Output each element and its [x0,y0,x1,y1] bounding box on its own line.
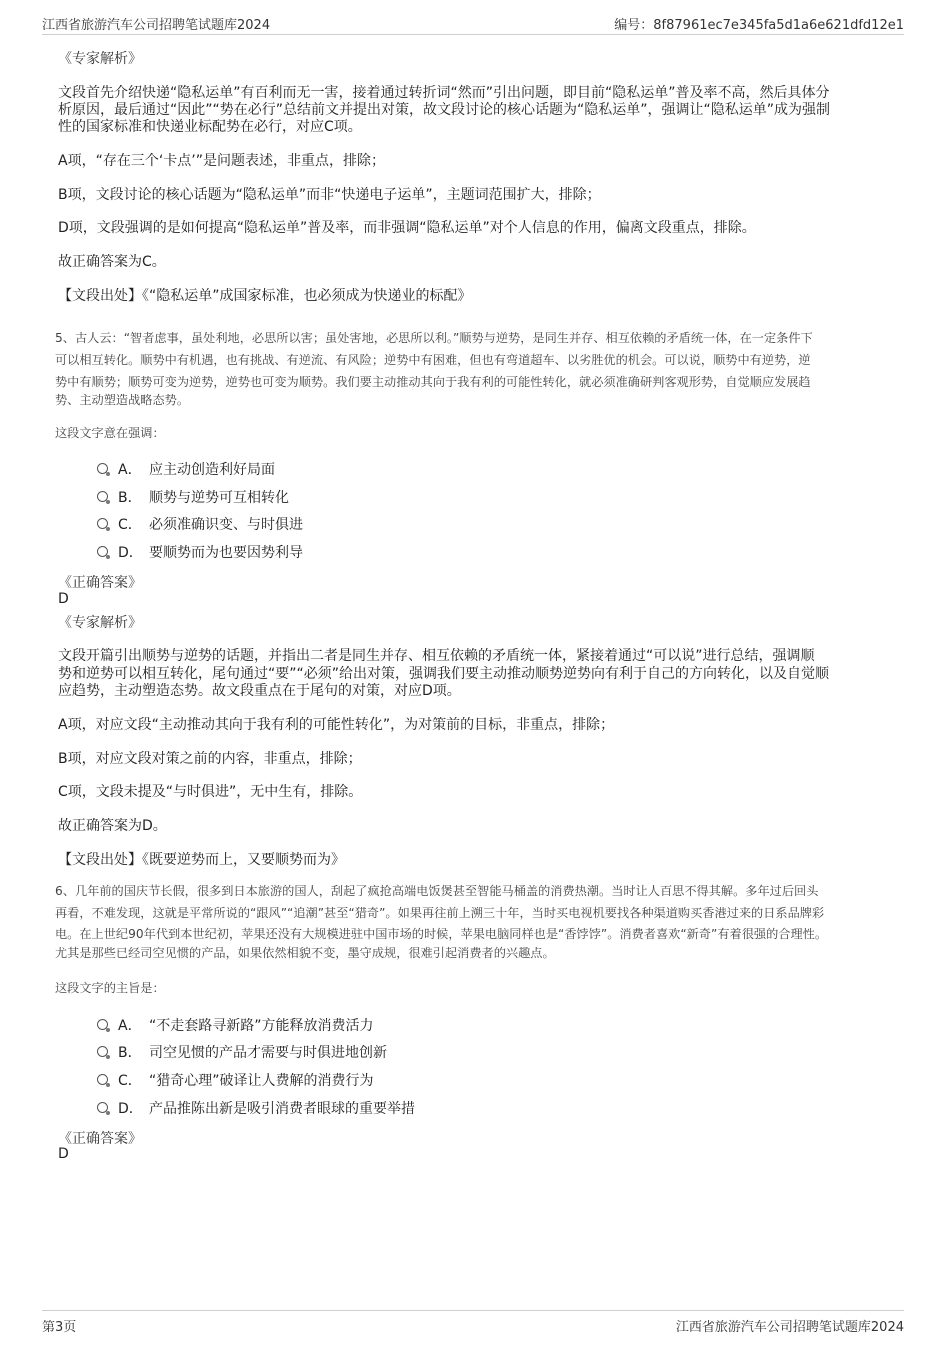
q5-passage-line-3: 势中有顺势；顺势可变为逆势，逆势也可变为顺势。我们要主动推动其向于我有利的可能性转化，就必须准确研判客观形势，自觉顺应发展趋 [55,375,811,389]
q6-stem: 这段文字的主旨是： [55,981,165,995]
option-text: 应主动创造利好局面 [149,462,275,478]
q4-option-b-note: B项，文段讨论的核心话题为“隐私运单”而非“快递电子运单”，主题词范围扩大，排除； [58,187,601,203]
correct-answer-label: 《正确答案》 [58,575,142,591]
radio-icon[interactable] [97,518,108,529]
option-text: 司空见惯的产品才需要与时俱进地创新 [149,1045,387,1061]
correct-answer-label: 《正确答案》 [58,1131,142,1147]
q6-passage-line-4: 尤其是那些已经司空见惯的产品，如果依然相貌不变，墨守成规，很难引起消费者的兴趣点。 [55,946,555,960]
option-text: “不走套路寻新路”方能释放消费活力 [149,1018,374,1034]
q5-analysis-line-2: 势和逆势可以相互转化，尾句通过“要”“必须”给出对策，强调我们要主动推动顺势逆势向有利于自己的方向转化，以及自觉顺 [58,666,830,682]
option-letter: C． [118,517,142,533]
expert-analysis-label: 《专家解析》 [58,51,142,67]
radio-icon[interactable] [97,546,108,557]
radio-icon[interactable] [97,1074,108,1085]
q6-passage-line-1: 6、几年前的国庆节长假，很多到日本旅游的国人，刮起了疯抢高端电饭煲甚至智能马桶盖的消费热潮。当时让人百思不得其解。多年过后回头 [55,884,819,898]
option-letter: D． [118,545,143,561]
option-letter: D． [118,1101,143,1117]
q4-analysis-line-1: 文段首先介绍快递“隐私运单”有百利而无一害，接着通过转折词“然而”引出问题，即目前“隐私运单”普及率不高，然后具体分 [58,85,830,101]
q5-source: 【文段出处】《既要逆势而上，又要顺势而为》 [58,852,345,868]
q5-correct-answer: D [58,591,69,607]
expert-analysis-label: 《专家解析》 [58,615,142,631]
option-letter: B． [118,1045,142,1061]
option-text: 产品推陈出新是吸引消费者眼球的重要举措 [149,1101,415,1117]
page-footer [42,1310,904,1335]
q6-passage-line-2: 再看，不难发现，这就是平常所说的“跟风”“追潮”甚至“猎奇”。如果再往前上溯三十年，当时买电视机要找各种渠道购买香港过来的日系品牌彩 [55,906,825,920]
header-title: 江西省旅游汽车公司招聘笔试题库2024 [42,18,271,33]
q4-option-a-note: A项，“存在三个‘卡点’”是问题表述，非重点，排除； [58,153,385,169]
q6-correct-answer: D [58,1146,69,1162]
radio-icon[interactable] [97,491,108,502]
page-header [42,12,904,35]
option-letter: A． [118,462,142,478]
q5-passage-line-2: 可以相互转化。顺势中有机遇，也有挑战、有逆流、有风险；逆势中有困难，但也有弯道超车、以劣胜优的机会。可以说，顺势中有逆势，逆 [55,353,811,367]
option-text: 要顺势而为也要因势利导 [149,545,303,561]
q4-source: 【文段出处】《“隐私运单”成国家标准，也必须成为快递业的标配》 [58,288,472,304]
radio-icon[interactable] [97,463,108,474]
q6-passage-line-3: 电。在上世纪90年代到本世纪初，苹果还没有大规模进驻中国市场的时候，苹果电脑同样也是“香饽饽”。消费者喜欢“新奇”有着很强的合理性。 [55,927,828,941]
option-text: “猎奇心理”破译让人费解的消费行为 [149,1073,374,1089]
header-doc-id: 编号：8f87961ec7e345fa5d1a6e621dfd12e1 [614,18,904,33]
q4-option-d-note: D项，文段强调的是如何提高“隐私运单”普及率，而非强调“隐私运单”对个人信息的作用，偏离文段重点，排除。 [58,220,756,236]
q4-conclusion: 故正确答案为C。 [58,254,166,270]
q4-analysis-line-3: 性的国家标准和快递业标配势在必行，对应C项。 [58,119,362,135]
option-letter: A． [118,1018,142,1034]
option-letter: B． [118,490,142,506]
radio-icon[interactable] [97,1102,108,1113]
radio-icon[interactable] [97,1019,108,1030]
q5-analysis-line-1: 文段开篇引出顺势与逆势的话题，并指出二者是同生并存、相互依赖的矛盾统一体，紧接着通过“可以说”进行总结，强调顺 [58,648,815,664]
q5-option-c-note: C项，文段未提及“与时俱进”，无中生有，排除。 [58,784,363,800]
q5-stem: 这段文字意在强调： [55,426,165,440]
option-text: 顺势与逆势可互相转化 [149,490,289,506]
q4-analysis-line-2: 析原因，最后通过“因此”“势在必行”总结前文并提出对策，故文段讨论的核心话题为“隐私运单”，强调让“隐私运单”成为强制 [58,102,831,118]
page-number: 第3页 [42,1320,77,1335]
option-letter: C． [118,1073,142,1089]
footer-title: 江西省旅游汽车公司招聘笔试题库2024 [675,1320,904,1335]
q5-passage-line-4: 势、主动塑造战略态势。 [55,393,190,407]
q5-passage-line-1: 5、古人云：“智者虑事，虽处利地，必思所以害；虽处害地，必思所以利。”顺势与逆势，是同生并存、相互依赖的矛盾统一体，在一定条件下 [55,331,813,345]
q5-option-b-note: B项，对应文段对策之前的内容，非重点，排除； [58,751,362,767]
q5-analysis-line-3: 应趋势，主动塑造态势。故文段重点在于尾句的对策，对应D项。 [58,683,461,699]
q5-option-a-note: A项，对应文段“主动推动其向于我有利的可能性转化”，为对策前的目标，非重点，排除； [58,717,615,733]
radio-icon[interactable] [97,1046,108,1057]
option-text: 必须准确识变、与时俱进 [149,517,303,533]
q5-conclusion: 故正确答案为D。 [58,818,167,834]
